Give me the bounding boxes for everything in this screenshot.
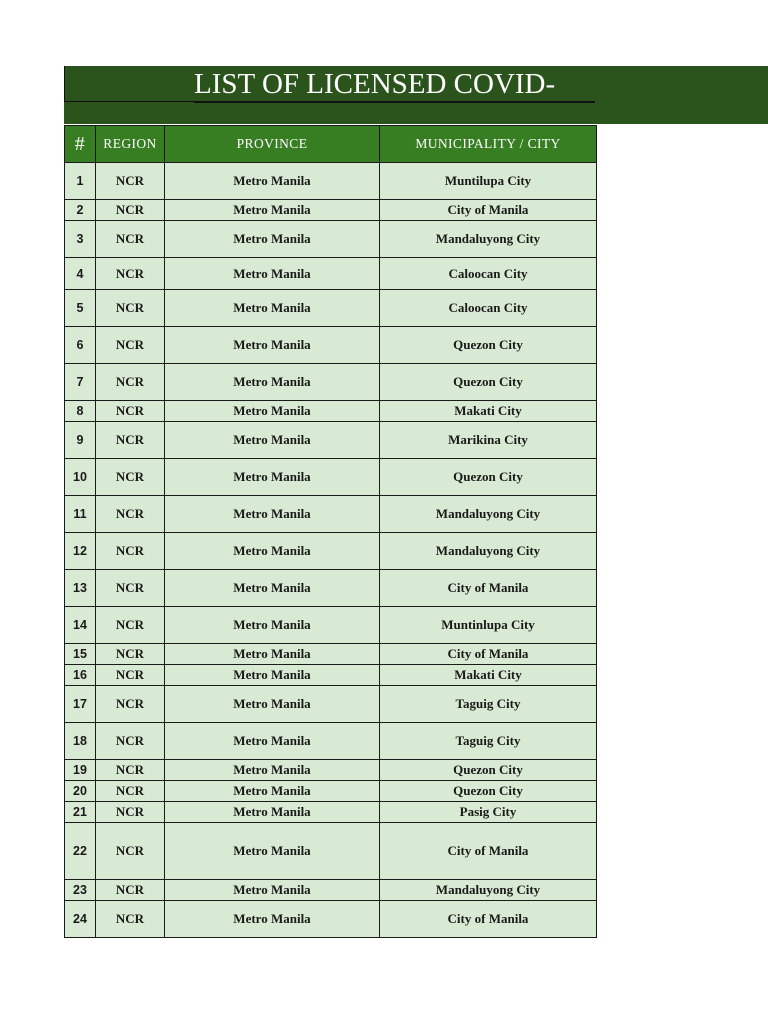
row-number: 10 <box>65 459 96 496</box>
row-province: Metro Manila <box>165 760 380 781</box>
row-number: 2 <box>65 200 96 221</box>
banner-divider <box>64 101 595 102</box>
row-city: Quezon City <box>380 459 597 496</box>
table-row <box>65 364 597 401</box>
row-number: 3 <box>65 221 96 258</box>
table-row <box>65 459 597 496</box>
row-city: Quezon City <box>380 781 597 802</box>
row-number: 9 <box>65 422 96 459</box>
row-province: Metro Manila <box>165 570 380 607</box>
row-province: Metro Manila <box>165 290 380 327</box>
row-region: NCR <box>96 665 165 686</box>
row-province: Metro Manila <box>165 781 380 802</box>
row-province: Metro Manila <box>165 723 380 760</box>
row-number: 15 <box>65 644 96 665</box>
row-region: NCR <box>96 496 165 533</box>
row-city: Pasig City <box>380 802 597 823</box>
row-number: 5 <box>65 290 96 327</box>
row-region: NCR <box>96 221 165 258</box>
row-region: NCR <box>96 401 165 422</box>
row-city: Quezon City <box>380 327 597 364</box>
row-number: 24 <box>65 901 96 938</box>
row-city: Mandaluyong City <box>380 496 597 533</box>
table-row <box>65 290 597 327</box>
row-region: NCR <box>96 258 165 290</box>
row-number: 14 <box>65 607 96 644</box>
row-province: Metro Manila <box>165 644 380 665</box>
row-region: NCR <box>96 823 165 880</box>
row-region: NCR <box>96 781 165 802</box>
table-row <box>65 686 597 723</box>
row-number: 4 <box>65 258 96 290</box>
row-region: NCR <box>96 200 165 221</box>
row-city: Caloocan City <box>380 290 597 327</box>
row-province: Metro Manila <box>165 200 380 221</box>
row-city: Quezon City <box>380 760 597 781</box>
row-province: Metro Manila <box>165 459 380 496</box>
row-city: Mandaluyong City <box>380 880 597 901</box>
licensed-list-table <box>64 125 597 938</box>
table-row <box>65 258 597 290</box>
table-row <box>65 422 597 459</box>
row-region: NCR <box>96 459 165 496</box>
row-province: Metro Manila <box>165 802 380 823</box>
row-region: NCR <box>96 327 165 364</box>
table-row <box>65 665 597 686</box>
row-province: Metro Manila <box>165 496 380 533</box>
table-row <box>65 607 597 644</box>
row-region: NCR <box>96 760 165 781</box>
row-number: 7 <box>65 364 96 401</box>
row-province: Metro Manila <box>165 686 380 723</box>
table-row <box>65 221 597 258</box>
table-row <box>65 533 597 570</box>
table-row <box>65 163 597 200</box>
row-province: Metro Manila <box>165 327 380 364</box>
page-title: LIST OF LICENSED COVID- <box>194 66 595 103</box>
row-city: City of Manila <box>380 901 597 938</box>
row-number: 17 <box>65 686 96 723</box>
row-city: City of Manila <box>380 570 597 607</box>
table-row <box>65 570 597 607</box>
row-number: 22 <box>65 823 96 880</box>
row-region: NCR <box>96 644 165 665</box>
row-region: NCR <box>96 290 165 327</box>
row-region: NCR <box>96 533 165 570</box>
row-province: Metro Manila <box>165 364 380 401</box>
row-province: Metro Manila <box>165 665 380 686</box>
row-province: Metro Manila <box>165 880 380 901</box>
row-city: Mandaluyong City <box>380 221 597 258</box>
header-province: PROVINCE <box>165 126 380 163</box>
row-number: 21 <box>65 802 96 823</box>
row-province: Metro Manila <box>165 163 380 200</box>
table-row <box>65 760 597 781</box>
table-row <box>65 644 597 665</box>
table-body <box>65 163 597 938</box>
row-number: 12 <box>65 533 96 570</box>
table-row <box>65 327 597 364</box>
row-number: 23 <box>65 880 96 901</box>
row-region: NCR <box>96 802 165 823</box>
row-province: Metro Manila <box>165 258 380 290</box>
row-province: Metro Manila <box>165 401 380 422</box>
row-region: NCR <box>96 422 165 459</box>
row-number: 11 <box>65 496 96 533</box>
table-row <box>65 200 597 221</box>
table-row <box>65 880 597 901</box>
row-province: Metro Manila <box>165 823 380 880</box>
banner-border <box>64 66 65 102</box>
row-number: 20 <box>65 781 96 802</box>
row-province: Metro Manila <box>165 422 380 459</box>
row-province: Metro Manila <box>165 533 380 570</box>
row-number: 13 <box>65 570 96 607</box>
row-region: NCR <box>96 880 165 901</box>
row-region: NCR <box>96 163 165 200</box>
row-province: Metro Manila <box>165 221 380 258</box>
table-header-row <box>65 126 597 163</box>
header-region: REGION <box>96 126 165 163</box>
table-row <box>65 802 597 823</box>
row-city: City of Manila <box>380 644 597 665</box>
row-region: NCR <box>96 570 165 607</box>
header-municipality-city: MUNICIPALITY / CITY <box>380 126 597 163</box>
row-city: Marikina City <box>380 422 597 459</box>
row-city: Mandaluyong City <box>380 533 597 570</box>
row-city: Muntinlupa City <box>380 607 597 644</box>
table-row <box>65 496 597 533</box>
row-city: Quezon City <box>380 364 597 401</box>
row-city: Muntilupa City <box>380 163 597 200</box>
row-number: 1 <box>65 163 96 200</box>
row-province: Metro Manila <box>165 901 380 938</box>
row-region: NCR <box>96 901 165 938</box>
table-row <box>65 823 597 880</box>
row-region: NCR <box>96 723 165 760</box>
row-city: Caloocan City <box>380 258 597 290</box>
table-row <box>65 723 597 760</box>
row-number: 6 <box>65 327 96 364</box>
row-city: City of Manila <box>380 823 597 880</box>
row-city: Makati City <box>380 401 597 422</box>
row-city: City of Manila <box>380 200 597 221</box>
header-number: # <box>65 126 96 163</box>
row-region: NCR <box>96 364 165 401</box>
row-city: Taguig City <box>380 723 597 760</box>
row-province: Metro Manila <box>165 607 380 644</box>
row-region: NCR <box>96 607 165 644</box>
row-number: 16 <box>65 665 96 686</box>
table-row <box>65 781 597 802</box>
row-number: 19 <box>65 760 96 781</box>
table-row <box>65 901 597 938</box>
row-number: 18 <box>65 723 96 760</box>
row-region: NCR <box>96 686 165 723</box>
table-row <box>65 401 597 422</box>
title-banner <box>64 66 768 124</box>
row-city: Makati City <box>380 665 597 686</box>
row-number: 8 <box>65 401 96 422</box>
row-city: Taguig City <box>380 686 597 723</box>
